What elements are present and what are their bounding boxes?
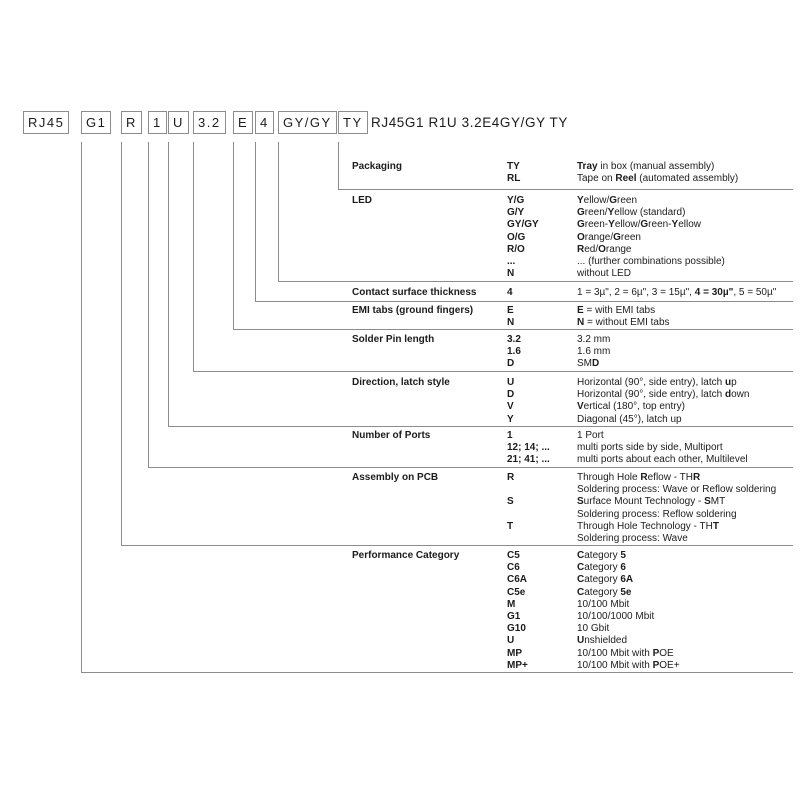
section-led <box>352 195 792 280</box>
legend-desc: Orange/Green <box>577 231 641 243</box>
section-packaging <box>352 161 792 185</box>
legend-desc: 10/100 Mbit with POE+ <box>577 659 680 671</box>
section-label: Direction, latch style <box>352 377 450 388</box>
legend-row <box>507 454 792 466</box>
legend-row <box>507 244 792 256</box>
legend-row <box>507 389 792 401</box>
legend-row <box>507 232 792 244</box>
legend-row <box>507 533 792 545</box>
legend-desc: ... (further combinations possible) <box>577 255 725 267</box>
legend-code: G10 <box>507 623 526 635</box>
legend-code: 21; 41; ... <box>507 454 550 466</box>
legend-code: C5e <box>507 586 526 598</box>
code-box-E: E <box>233 111 253 134</box>
legend-desc: E = with EMI tabs <box>577 305 656 316</box>
legend-desc: Horizontal (90°, side entry), latch down <box>577 389 750 401</box>
legend-row <box>507 611 792 623</box>
legend-row <box>507 648 792 660</box>
legend-row <box>507 484 792 496</box>
legend-desc: Green/Yellow (standard) <box>577 207 686 219</box>
section-ports <box>352 430 792 467</box>
legend-desc: Category 6 <box>577 562 626 574</box>
legend-code: U <box>507 377 515 388</box>
legend-code: S <box>507 496 514 508</box>
code-box-1: 1 <box>148 111 167 134</box>
legend-row <box>507 521 792 533</box>
legend-code: E <box>507 305 514 316</box>
legend-desc: Surface Mount Technology - SMT <box>577 496 726 508</box>
legend-row <box>507 562 792 574</box>
legend-code: D <box>507 389 515 401</box>
legend-row <box>507 635 792 647</box>
legend-row <box>507 550 792 562</box>
legend-row <box>507 195 792 207</box>
section-direction <box>352 377 792 426</box>
legend-desc: Soldering process: Wave or Reflow soldering <box>577 484 777 496</box>
legend-row <box>507 161 792 173</box>
section-assembly <box>352 472 792 545</box>
section-label: Solder Pin length <box>352 334 435 345</box>
section-label: LED <box>352 195 372 206</box>
code-box-3.2: 3.2 <box>193 111 226 134</box>
legend-row <box>507 442 792 454</box>
legend-desc: Diagonal (45°), latch up <box>577 413 682 425</box>
section-performance <box>352 550 792 672</box>
legend-row <box>507 401 792 413</box>
legend-row <box>507 256 792 268</box>
section-rows <box>507 430 792 467</box>
full-part-number: RJ45G1 R1U 3.2E4GY/GY TY <box>371 115 568 130</box>
legend-desc: multi ports side by side, Multiport <box>577 442 723 454</box>
legend-code: C5 <box>507 550 520 561</box>
legend-desc: Unshielded <box>577 635 628 647</box>
legend-desc: 1 = 3µ", 2 = 6µ", 3 = 15µ", 4 = 30µ", 5 = 50µ" <box>577 287 777 298</box>
legend-desc: 10 Gbit <box>577 623 610 635</box>
section-rows <box>507 377 792 426</box>
legend-desc: Soldering process: Reflow soldering <box>577 508 737 520</box>
legend-code: 4 <box>507 287 513 298</box>
legend-row <box>507 472 792 484</box>
section-label: Packaging <box>352 161 403 172</box>
legend-code: Y/G <box>507 195 525 206</box>
code-box-GY/GY: GY/GY <box>278 111 337 134</box>
legend-code: 3.2 <box>507 334 521 345</box>
legend-desc: Horizontal (90°, side entry), latch up <box>577 377 737 388</box>
section-label: EMI tabs (ground fingers) <box>352 305 474 316</box>
section-label: Number of Ports <box>352 430 431 441</box>
legend-row <box>507 496 792 508</box>
section-rows <box>507 195 792 280</box>
legend-desc: Through Hole Reflow - THR <box>577 472 701 483</box>
legend-code: C6A <box>507 574 528 586</box>
legend-desc: Through Hole Technology - THT <box>577 520 719 532</box>
legend-code: 1.6 <box>507 346 521 358</box>
legend-desc: Yellow/Green <box>577 195 638 206</box>
legend-row <box>507 207 792 219</box>
legend-row <box>507 623 792 635</box>
legend-code: T <box>507 520 514 532</box>
legend-code: 1 <box>507 430 513 441</box>
legend-row <box>507 334 792 346</box>
legend-row <box>507 587 792 599</box>
legend-desc: Tray in box (manual assembly) <box>577 161 715 172</box>
section-rows <box>507 161 792 185</box>
legend-desc: 1.6 mm <box>577 346 611 358</box>
legend-code: GY/GY <box>507 219 539 231</box>
legend-code: V <box>507 401 514 413</box>
legend-code: O/G <box>507 231 526 243</box>
section-emi-tabs <box>352 305 792 329</box>
legend-code: ... <box>507 255 516 267</box>
section-contact-thickness <box>352 287 792 299</box>
legend-desc: without LED <box>577 268 631 280</box>
legend-desc: Vertical (180°, top entry) <box>577 401 685 413</box>
section-rows <box>507 305 792 329</box>
legend-code: R <box>507 472 515 483</box>
section-label: Assembly on PCB <box>352 472 439 483</box>
code-box-TY: TY <box>338 111 368 134</box>
legend-row <box>507 660 792 672</box>
legend-desc: Category 5 <box>577 550 626 561</box>
legend-row <box>507 574 792 586</box>
legend-code: 12; 14; ... <box>507 442 550 454</box>
section-rows <box>507 550 792 672</box>
legend-code: C6 <box>507 562 520 574</box>
legend-desc: Soldering process: Wave <box>577 532 688 544</box>
legend-desc: Category 5e <box>577 586 632 598</box>
legend-row <box>507 414 792 426</box>
legend-code: Y <box>507 413 514 425</box>
legend-code: M <box>507 598 516 610</box>
legend-code: G/Y <box>507 207 525 219</box>
legend-row <box>507 317 792 329</box>
legend-row <box>507 173 792 185</box>
legend-desc: Tape on Reel (automated assembly) <box>577 173 739 185</box>
legend-code: U <box>507 635 515 647</box>
section-rows <box>507 472 792 545</box>
legend-desc: 10/100 Mbit <box>577 598 630 610</box>
legend-row <box>507 358 792 370</box>
section-label: Contact surface thickness <box>352 287 477 298</box>
legend-desc: multi ports about each other, Multilevel <box>577 454 748 466</box>
legend-desc: SMD <box>577 358 600 370</box>
legend-code: N <box>507 317 515 329</box>
legend-row <box>507 305 792 317</box>
legend-row <box>507 509 792 521</box>
legend-desc: 10/100 Mbit with POE <box>577 647 674 659</box>
legend-code: MP+ <box>507 659 528 671</box>
legend-desc: 10/100/1000 Mbit <box>577 610 655 622</box>
legend-code: D <box>507 358 515 370</box>
legend-code: TY <box>507 161 520 172</box>
legend-code: R/O <box>507 243 525 255</box>
legend-desc: 3.2 mm <box>577 334 611 345</box>
legend-desc: Category 6A <box>577 574 634 586</box>
legend-row <box>507 268 792 280</box>
code-box-U: U <box>168 111 189 134</box>
section-label: Performance Category <box>352 550 460 561</box>
legend-row <box>507 377 792 389</box>
section-solder-pin <box>352 334 792 371</box>
section-rows <box>507 287 792 299</box>
legend-desc: 1 Port <box>577 430 604 441</box>
legend-code: MP <box>507 647 522 659</box>
legend-row <box>507 287 792 299</box>
legend-desc: Red/Orange <box>577 243 632 255</box>
legend-row <box>507 430 792 442</box>
code-box-RJ45: RJ45 <box>23 111 69 134</box>
legend-row <box>507 219 792 231</box>
legend-code: RL <box>507 173 521 185</box>
legend-code: G1 <box>507 610 521 622</box>
code-box-4: 4 <box>255 111 274 134</box>
legend-row <box>507 599 792 611</box>
legend-row <box>507 346 792 358</box>
code-box-G1: G1 <box>81 111 111 134</box>
section-rows <box>507 334 792 371</box>
legend-desc: Green-Yellow/Green-Yellow <box>577 219 701 231</box>
legend-code: N <box>507 268 515 280</box>
code-box-R: R <box>121 111 142 134</box>
legend-desc: N = without EMI tabs <box>577 317 670 329</box>
